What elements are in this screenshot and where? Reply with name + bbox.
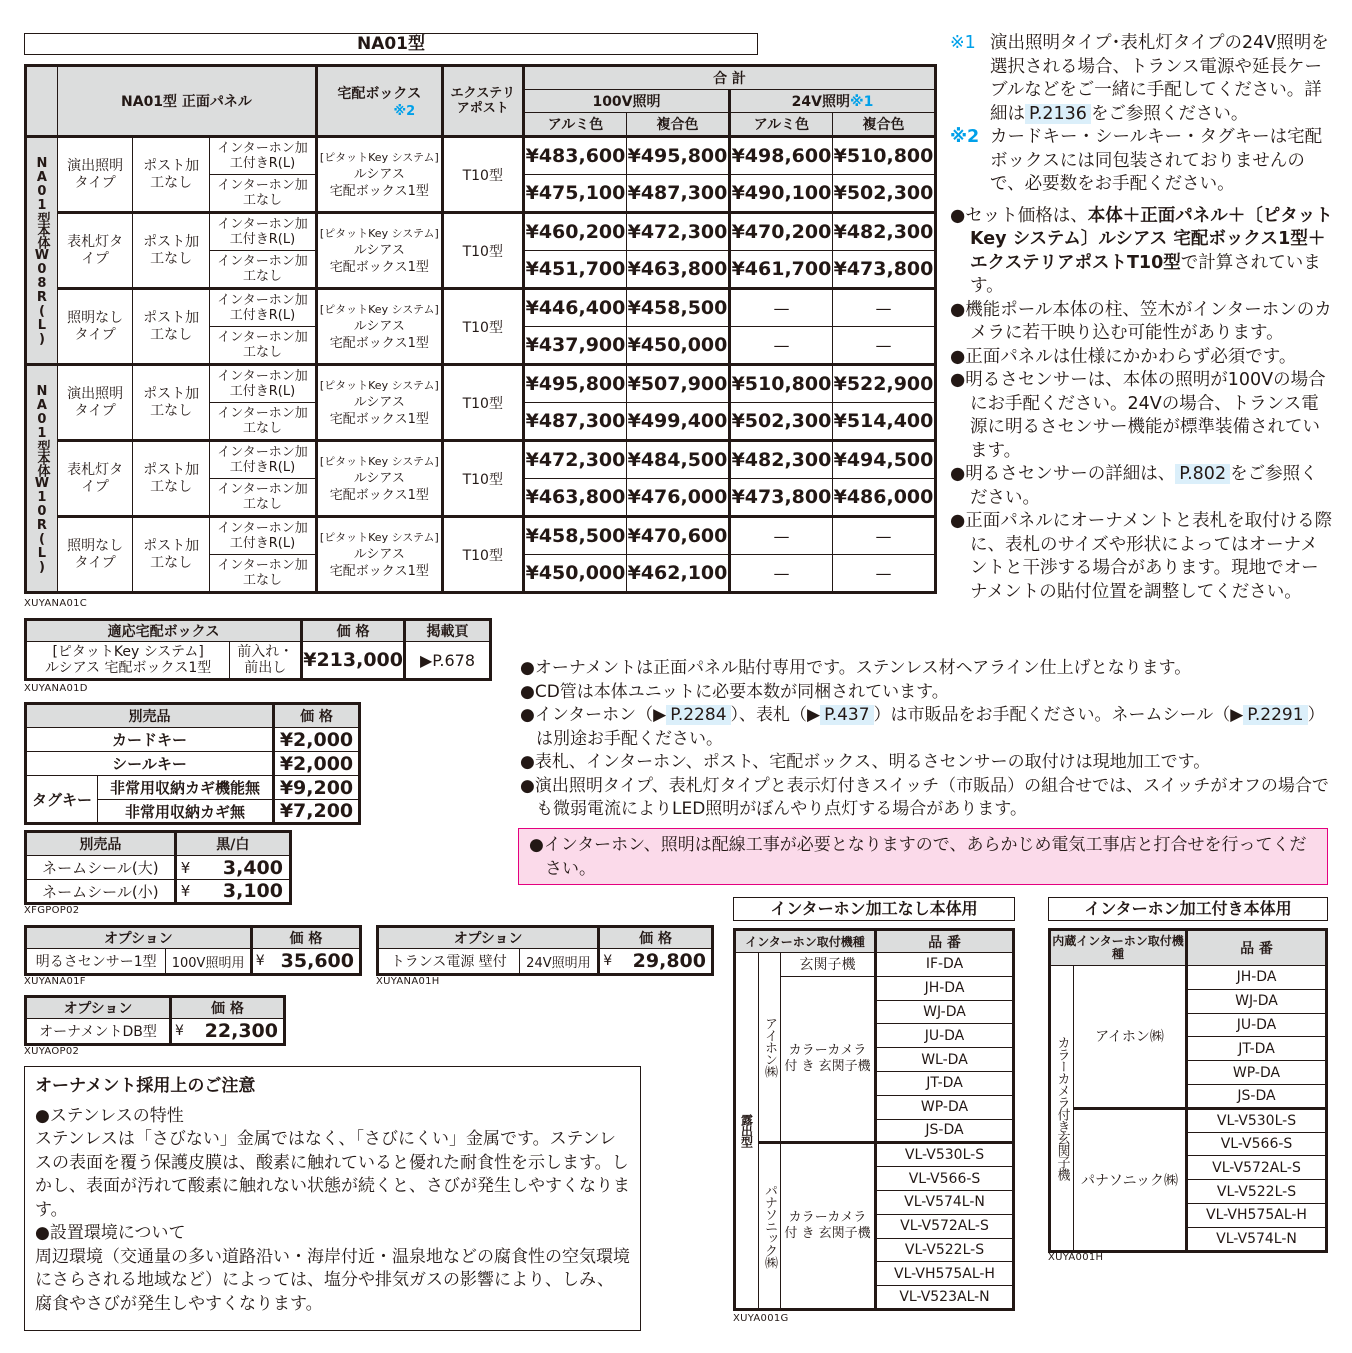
intercom-built-title: インターホン加工付き本体用	[1048, 897, 1328, 921]
price-cell: ¥476,000	[626, 479, 729, 517]
tag-key-option: 非常用収納カギ無	[98, 800, 274, 824]
option-sensor-table: オプション 価 格 明るさセンサー1型 100V照明用 ¥ 35,600	[24, 925, 362, 976]
corner-cell	[26, 66, 58, 137]
price-cell: ¥495,800	[524, 365, 627, 403]
price-cell: ¥490,100	[729, 175, 832, 213]
model-group-label: NA01型本体W10R(L)	[26, 365, 58, 593]
price-row	[26, 517, 936, 555]
sensor-use: 100V照明用	[166, 949, 251, 975]
delivery-box: [ピタットKey システム] ルシアス 宅配ボックス1型	[317, 289, 442, 365]
price-cell: ¥482,300	[729, 441, 832, 479]
intercom-option: インターホン加工付きR(L)	[209, 365, 316, 403]
intercom-option: インターホン加工なし	[209, 251, 316, 289]
page-ref-link[interactable]: P.2136	[1025, 104, 1091, 124]
intercom-built-table: 内蔵インターホン取付機種 品 番 カラーカメラ付き玄関子機 アイホン㈱ JH-DA WJ-DA JU-DA JT-DA WP-DA JS-DA パナソニック㈱ VL-V530L-S VL-V566-S VL-V572AL-S VL-V522L-S VL-VH575AL-H VL-V574L-N	[1048, 928, 1328, 1253]
exterior-post: T10型	[442, 137, 523, 213]
product-code: XFGPOP02	[24, 905, 80, 916]
box-header: 宅配ボックス ※2	[317, 66, 442, 137]
exterior-post: T10型	[442, 517, 523, 593]
price-cell: ¥437,900	[524, 327, 627, 365]
part-number: WL-DA	[876, 1048, 1014, 1072]
bullet-note: ●オーナメントは正面パネル貼付専用です。ステンレス材ヘアライン仕上げとなります。	[520, 658, 1192, 678]
part-number: VL-V523AL-N	[876, 1286, 1014, 1310]
bullet-note: ●正面パネルは仕様にかかわらず必須です。	[950, 346, 1297, 367]
price-cell: ¥510,800	[832, 137, 935, 175]
intercom-option: インターホン加工なし	[209, 327, 316, 365]
part-number: VL-V572AL-S	[1187, 1156, 1327, 1180]
category-label: カラーカメラ付き玄関子機	[1050, 966, 1074, 1252]
part-number: JU-DA	[1187, 1013, 1327, 1037]
price-cell: —	[729, 517, 832, 555]
part-number: JH-DA	[1187, 966, 1327, 990]
part-number: WJ-DA	[1187, 989, 1327, 1013]
post-header: エクステリアポスト	[442, 66, 523, 137]
delivery-box: [ピタットKey システム] ルシアス 宅配ボックス1型	[317, 441, 442, 517]
price-cell: ¥462,100	[626, 555, 729, 593]
price-row	[26, 213, 936, 251]
price-cell: ¥514,400	[832, 403, 935, 441]
intercom-option: インターホン加工なし	[209, 479, 316, 517]
price-cell: ¥470,600	[626, 517, 729, 555]
middle-notes: ●オーナメントは正面パネル貼付専用です。ステンレス材ヘアライン仕上げとなります。 ●CD管は本体ユニットに必要本数が同梱されています。 ●インターホン（▶ P.2284 ）、表札（▶ P.437 ）は市販品をお手配ください。ネームシール（▶ P.2291 ）は別途お手配ください。 ●表札、インターホン、ポスト、宅配ボックス、明るさセンサーの取付けは現地加工です。 ●演出照明タイプ、表札灯タイプと表示灯付きスイッチ（市販品）の組合せでは、スイッチがオフの場合でも微弱電流によりLED照明がぼんやり点灯する場合があります。	[520, 657, 1335, 822]
trans-name: トランス電源 壁付	[378, 949, 520, 975]
price-cell: ¥487,300	[524, 403, 627, 441]
note-2-marker: ※2	[950, 127, 980, 147]
tag-key-price: ¥9,200	[274, 776, 360, 800]
sensor-name: 明るさセンサー1型	[26, 949, 166, 975]
part-number: JH-DA	[876, 976, 1014, 1000]
part-number: WP-DA	[1187, 1061, 1327, 1085]
page-header: 掲載頁	[405, 620, 491, 642]
caution-text: 周辺環境（交通量の多い道路沿い・海岸付近・温泉地などの腐食性の空気環境にさらされる地域など）によっては、塩分や排気ガスの影響により、しみ、腐食やさびが発生しやすくなります。	[35, 1246, 630, 1314]
bullet-note: ●CD管は本体ユニットに必要本数が同梱されています。	[520, 681, 949, 702]
price-cell: ¥463,800	[626, 251, 729, 289]
price-cell: —	[729, 327, 832, 365]
price-cell: ¥450,000	[626, 327, 729, 365]
price-cell: ¥470,200	[729, 213, 832, 251]
caution-title: オーナメント採用上のご注意	[35, 1076, 256, 1096]
product-code: XUYAOP02	[24, 1046, 80, 1057]
post-processing: ポスト加工なし	[133, 517, 210, 593]
price-cell: ¥473,800	[729, 479, 832, 517]
intercom-option: インターホン加工なし	[209, 403, 316, 441]
lighting-type: 表札灯タイプ	[57, 441, 132, 517]
lighting-type: 演出照明タイプ	[57, 137, 132, 213]
price-cell: ¥484,500	[626, 441, 729, 479]
price-cell: ¥458,500	[524, 517, 627, 555]
lighting-type: 照明なしタイプ	[57, 289, 132, 365]
card-key-price: ¥2,000	[274, 728, 360, 752]
price-cell: ¥499,400	[626, 403, 729, 441]
keys-table	[24, 702, 361, 825]
part-number: VL-VH575AL-H	[1187, 1203, 1327, 1227]
price-cell: ¥461,700	[729, 251, 832, 289]
product-code: XUYANA01C	[24, 598, 88, 609]
keys-header: 別売品	[26, 704, 274, 728]
seal-key-price: ¥2,000	[274, 752, 360, 776]
price-cell: —	[729, 555, 832, 593]
intercom-option: インターホン加工付きR(L)	[209, 137, 316, 175]
delivery-box: [ピタットKey システム] ルシアス 宅配ボックス1型	[317, 517, 442, 593]
part-number: VL-VH575AL-H	[876, 1262, 1014, 1286]
name-seal-large-price: 3,400	[195, 856, 290, 880]
part-number: VL-V522L-S	[1187, 1180, 1327, 1204]
intercom-option: インターホン加工付きR(L)	[209, 289, 316, 327]
tag-key-price: ¥7,200	[274, 800, 360, 824]
price-row	[26, 441, 936, 479]
part-number: WJ-DA	[876, 1000, 1014, 1024]
bullet-note: ●機能ポール本体の柱、笠木がインターホンのカメラに若干映り込む可能性があります。	[950, 299, 1332, 343]
right-notes: ※1 演出照明タイプ･表札灯タイプの24V照明を選択される場合、トランス電源や延長ケーブルなどをご一緒に手配してください。詳細は P.2136 をご参照ください。 ※2 カードキー・シールキー・タグキーは宅配ボックスには同包装されておりませんので、必要数をお手配ください。 ●セット価格は、本体＋正面パネル＋〔ピタットKey システム〕ルシアス 宅配ボックス1型＋エクステリアポストT10型で計算されています。 ●機能ポール本体の柱、笠木がインターホンのカメラに若干映り込む可能性があります。 ●正面パネルは仕様にかかわらず必須です。 ●明るさセンサーは、本体の照明が100Vの場合にお手配ください。24Vの場合、トランス電源に明るさセンサー機能が標準装備されています。 ●明るさセンサーの詳細は、 P.802 をご参照ください。 ●正面パネルにオーナメントと表札を取付ける際に、表札のサイズや形状によってはオーナメントと干渉する場合があります。現地でオーナメントの貼付位置を調整してください。	[950, 32, 1335, 604]
tag-key-option: 非常用収納カギ機能無	[98, 776, 274, 800]
ornament-caution-box	[24, 1066, 641, 1331]
camera-entrance-unit: カラーカメラ 付 き 玄関子機	[781, 1143, 876, 1310]
caution-text: ステンレスは「さびない」金属ではなく、「さびにくい」金属です。ステンレスの表面を覆う保護皮膜は、酸素に触れていると優れた耐食性を示します。しかし、表面が汚れて酸素に触れない状態が続くと、さびが発生しやすくなります。	[35, 1129, 630, 1220]
part-number: JT-DA	[876, 1071, 1014, 1095]
box-table-header: 適応宅配ボックス	[26, 620, 302, 642]
bullet-note: ●演出照明タイプ、表札灯タイプと表示灯付きスイッチ（市販品）の組合せでは、スイッチがオフの場合でも微弱電流によりLED照明がぼんやり点灯する場合があります。	[520, 775, 1329, 819]
name-seal-small: ネームシール(小)	[26, 880, 176, 904]
exterior-post: T10型	[442, 441, 523, 517]
post-processing: ポスト加工なし	[133, 137, 210, 213]
intercom-option: インターホン加工なし	[209, 555, 316, 593]
post-processing: ポスト加工なし	[133, 365, 210, 441]
lighting-type: 演出照明タイプ	[57, 365, 132, 441]
exterior-post: T10型	[442, 365, 523, 441]
price-cell: ¥486,000	[832, 479, 935, 517]
name-seal-large: ネームシール(大)	[26, 856, 176, 880]
price-cell: ¥494,500	[832, 441, 935, 479]
trans-price: 29,800	[617, 949, 713, 975]
maker-aiphone: アイホン㈱	[759, 953, 781, 1143]
part-number: JS-DA	[876, 1119, 1014, 1143]
model-group-label: NA01型本体W08R(L)	[26, 137, 58, 365]
price-cell: —	[832, 289, 935, 327]
part-number: VL-V574L-N	[876, 1190, 1014, 1214]
bullet-note: ●明るさセンサーは、本体の照明が100Vの場合にお手配ください。24Vの場合、トランス電源に明るさセンサー機能が標準装備されています。	[950, 370, 1326, 461]
v100-header: 100V照明	[524, 90, 730, 113]
price-cell: ¥463,800	[524, 479, 627, 517]
price-cell: —	[832, 327, 935, 365]
maker-aiphone: アイホン㈱	[1074, 966, 1187, 1109]
post-processing: ポスト加工なし	[133, 441, 210, 517]
price-cell: ¥472,300	[524, 441, 627, 479]
fukugo-header: 複合色	[832, 113, 935, 137]
part-number: JT-DA	[1187, 1037, 1327, 1061]
price-cell: ¥460,200	[524, 213, 627, 251]
price-cell: ¥473,800	[832, 251, 935, 289]
alumi-header: アルミ色	[729, 113, 832, 137]
lighting-type: 表札灯タイプ	[57, 213, 132, 289]
part-number: IF-DA	[876, 953, 1014, 977]
delivery-box: [ピタットKey システム] ルシアス 宅配ボックス1型	[317, 213, 442, 289]
total-header: 合 計	[524, 66, 936, 90]
wiring-warning-box: ●インターホン、照明は配線工事が必要となりますので、あらかじめ電気工事店と打合せを行ってください。	[518, 828, 1328, 885]
product-code: XUYANA01D	[24, 683, 88, 694]
delivery-box: [ピタットKey システム] ルシアス 宅配ボックス1型	[317, 365, 442, 441]
product-code: XUYANA01H	[376, 976, 440, 987]
price-cell: ¥522,900	[832, 365, 935, 403]
intercom-option: インターホン加工なし	[209, 175, 316, 213]
delivery-box: [ピタットKey システム] ルシアス 宅配ボックス1型	[317, 137, 442, 213]
part-number: VL-V574L-N	[1187, 1227, 1327, 1251]
price-cell: ¥498,600	[729, 137, 832, 175]
intercom-option: インターホン加工付きR(L)	[209, 517, 316, 555]
price-cell: ¥472,300	[626, 213, 729, 251]
price-cell: ¥502,300	[729, 403, 832, 441]
page-ref-link[interactable]: P.2291	[1243, 705, 1307, 725]
part-number: VL-V566-S	[876, 1167, 1014, 1191]
price-row	[26, 289, 936, 327]
price-header: 価 格	[274, 704, 360, 728]
exterior-post: T10型	[442, 213, 523, 289]
card-key: カードキー	[26, 728, 274, 752]
camera-entrance-unit: カラーカメラ 付 き 玄関子機	[781, 976, 876, 1143]
panel-header: NA01型 正面パネル	[57, 66, 316, 137]
price-cell: ¥483,600	[524, 137, 627, 175]
alumi-header: アルミ色	[524, 113, 627, 137]
price-header: 価 格	[302, 620, 405, 642]
price-row	[26, 137, 936, 175]
box-table	[24, 618, 492, 681]
ornament-price: 22,300	[188, 1019, 284, 1045]
price-cell: ¥475,100	[524, 175, 627, 213]
part-number: JU-DA	[876, 1024, 1014, 1048]
trans-use: 24V照明用	[519, 949, 599, 975]
caution-heading: ●設置環境について	[35, 1223, 186, 1243]
price-cell: ¥451,700	[524, 251, 627, 289]
price-cell: ¥510,800	[729, 365, 832, 403]
main-price-table	[24, 64, 937, 594]
v24-header: 24V照明※1	[729, 90, 935, 113]
price-cell: ¥458,500	[626, 289, 729, 327]
sensor-price: 35,600	[269, 949, 360, 975]
price-row	[26, 365, 936, 403]
entrance-unit: 玄関子機	[781, 953, 876, 977]
part-number: VL-V572AL-S	[876, 1214, 1014, 1238]
price-cell: ¥487,300	[626, 175, 729, 213]
note-1-marker: ※1	[849, 94, 874, 110]
intercom-plain-title: インターホン加工なし本体用	[733, 897, 1015, 921]
seal-key: シールキー	[26, 752, 274, 776]
price-cell: ¥495,800	[626, 137, 729, 175]
price-cell: ¥450,000	[524, 555, 627, 593]
product-code: XUYA001H	[1048, 1252, 1104, 1263]
post-processing: ポスト加工なし	[133, 213, 210, 289]
part-number: WP-DA	[876, 1095, 1014, 1119]
maker-panasonic: パナソニック㈱	[759, 1143, 781, 1310]
note-2-marker: ※2	[393, 104, 416, 119]
part-number: VL-V522L-S	[876, 1238, 1014, 1262]
price-cell: ¥446,400	[524, 289, 627, 327]
part-number: VL-V530L-S	[876, 1143, 1014, 1167]
name-seal-small-price: 3,100	[195, 880, 290, 904]
page-ref-link[interactable]: P.437	[820, 705, 873, 725]
intercom-option: インターホン加工付きR(L)	[209, 441, 316, 479]
product-code: XUYANA01F	[24, 976, 86, 987]
color-header: 黒/白	[175, 832, 290, 856]
ornament-name: オーナメントDB型	[26, 1019, 171, 1045]
box-name: [ピタットKey システム] ルシアス 宅配ボックス1型	[26, 642, 230, 680]
page-link[interactable]: ▶P.678	[405, 642, 491, 680]
post-processing: ポスト加工なし	[133, 289, 210, 365]
option-trans-table: オプション 価 格 トランス電源 壁付 24V照明用 ¥ 29,800	[376, 925, 714, 976]
box-price: ¥213,000	[302, 642, 405, 680]
part-number: JS-DA	[1187, 1084, 1327, 1108]
price-cell: —	[832, 517, 935, 555]
intercom-option: インターホン加工付きR(L)	[209, 213, 316, 251]
price-cell: ¥502,300	[832, 175, 935, 213]
name-seal-header: 別売品	[26, 832, 176, 856]
product-code: XUYA001G	[733, 1313, 789, 1324]
exterior-post: T10型	[442, 289, 523, 365]
lighting-type: 照明なしタイプ	[57, 517, 132, 593]
page-ref-link[interactable]: P.802	[1175, 464, 1230, 484]
price-cell: ¥507,900	[626, 365, 729, 403]
page-title: NA01型	[24, 33, 758, 55]
option-ornament-table: オプション 価 格 オーナメントDB型 ¥ 22,300	[24, 995, 286, 1046]
tag-key: タグキー	[26, 776, 98, 824]
box-type: 前入れ・前出し	[230, 642, 302, 680]
note-1-marker: ※1	[950, 33, 976, 53]
page-ref-link[interactable]: P.2284	[666, 705, 730, 725]
price-cell: —	[729, 289, 832, 327]
caution-heading: ●ステンレスの特性	[35, 1105, 184, 1126]
fukugo-header: 複合色	[626, 113, 729, 137]
mount-type: 露出型	[735, 953, 759, 1310]
bullet-note: ●正面パネルにオーナメントと表札を取付ける際に、表札のサイズや形状によってはオーナメントと干渉する場合があります。現地でオーナメントの貼付位置を調整してください。	[950, 511, 1333, 602]
part-number: VL-V530L-S	[1187, 1108, 1327, 1132]
intercom-plain-table: インターホン取付機種 品 番 露出型 アイホン㈱ 玄関子機 IF-DA カラーカメラ 付 き 玄関子機 JH-DA WJ-DA JU-DA WL-DA JT-DA WP-DA JS-DA パナソニック㈱ カラーカメラ 付 き 玄関子機 VL-V530L-S VL-V566-S VL-V574L-N VL-V572AL-S VL-V522L-S VL-VH575AL-H VL-V523AL-N	[733, 928, 1015, 1311]
bullet-note: ●表札、インターホン、ポスト、宅配ボックス、明るさセンサーの取付けは現地加工です。	[520, 752, 1211, 772]
price-cell: —	[832, 555, 935, 593]
maker-panasonic: パナソニック㈱	[1074, 1108, 1187, 1251]
price-cell: ¥482,300	[832, 213, 935, 251]
part-number: VL-V566-S	[1187, 1132, 1327, 1156]
name-seal-table: 別売品 黒/白 ネームシール(大) ¥ 3,400 ネームシール(小) ¥ 3,100	[24, 830, 292, 905]
